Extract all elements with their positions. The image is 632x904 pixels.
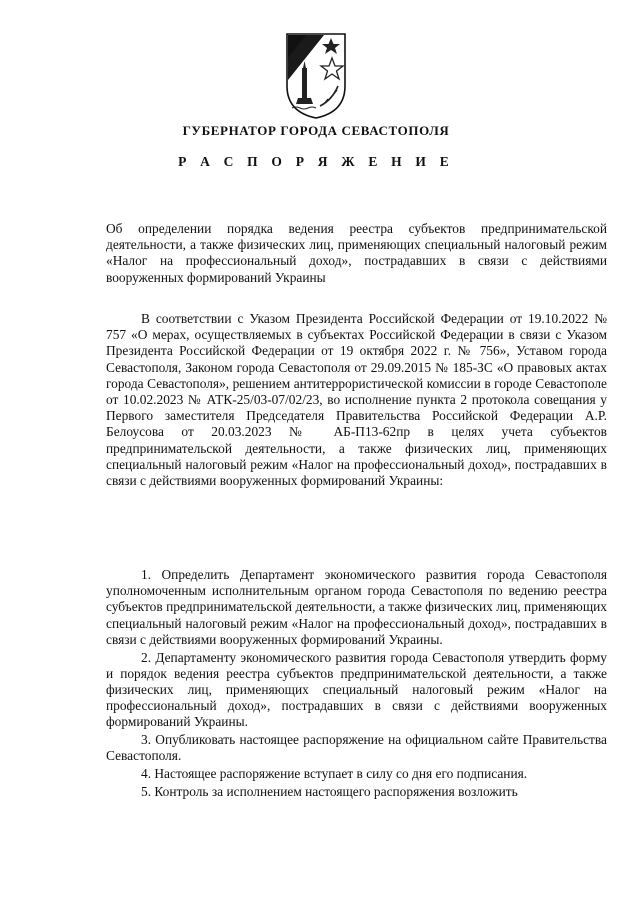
subject-text: Об определении порядка ведения реестра субъектов предпринимательской деятельности, а также физических лиц, применяющих специальный налоговый режим «Налог на профессиональный доход», пострадавших в связи с действиями вооруженных формирований Украины (106, 221, 607, 285)
document-type-title: Р А С П О Р Я Ж Е Н И Е (178, 154, 454, 169)
list-item: 5. Контроль за исполнением настоящего распоряжения возложить (141, 783, 518, 799)
preamble-text: В соответствии с Указом Президента Российской Федерации от 19.10.2022 № 757 «О мерах, осуществляемых в субъектах Российской Федерации в связи с Указом Президента Российской Федерации от 19 октября 2022 г. № 756», Уставом города Севастополя, Законом города Севастополя от 29.09.2015 № 185-ЗС «О правовых актах города Севастополя», решением антитеррористической комиссии в городе Севастополе от 10.02.2023 № АТК-25/03-07/02/23, во исполнение пункта 2 протокола совещания у Первого заместителя Председателя Правительства Российской Федерации А.Р. Белоусова от 20.03.2023 № АБ-П13-62пр в целях учета субъектов предпринимательской деятельности, а также физических лиц, применяющих специальный налоговый режим «Налог на профессиональный доход», пострадавших в связи с действиями вооруженных формирований Украины: (106, 311, 607, 489)
list-item: 2. Департаменту экономического развития города Севастополя утвердить форму и порядок ведения реестра субъектов предпринимательской деятельности, а также физических лиц, применяющих специальный налоговый режим «Налог на профессиональный доход», пострадавших в связи с действиями вооруженных формирований Украины. (106, 649, 607, 730)
preamble (106, 311, 607, 489)
list-item: 3. Опубликовать настоящее распоряжение на официальном сайте Правительства Севастополя. (106, 732, 607, 764)
document-subject (106, 221, 607, 286)
sevastopol-coat-of-arms-icon (284, 28, 348, 120)
governor-title: ГУБЕРНАТОР ГОРОДА СЕВАСТОПОЛЯ (182, 123, 450, 138)
order-points (106, 567, 607, 801)
list-item: 4. Настоящее распоряжение вступает в силу со дня его подписания. (141, 765, 528, 781)
list-item: 1. Определить Департамент экономического развития города Севастополя уполномоченным исполнительным органом города Севастополя по ведению реестра субъектов предпринимательской деятельности, а также физических лиц, применяющих специальный налоговый режим «Налог на профессиональный доход», пострадавших в связи с действиями вооруженных формирований Украины. (106, 567, 607, 647)
